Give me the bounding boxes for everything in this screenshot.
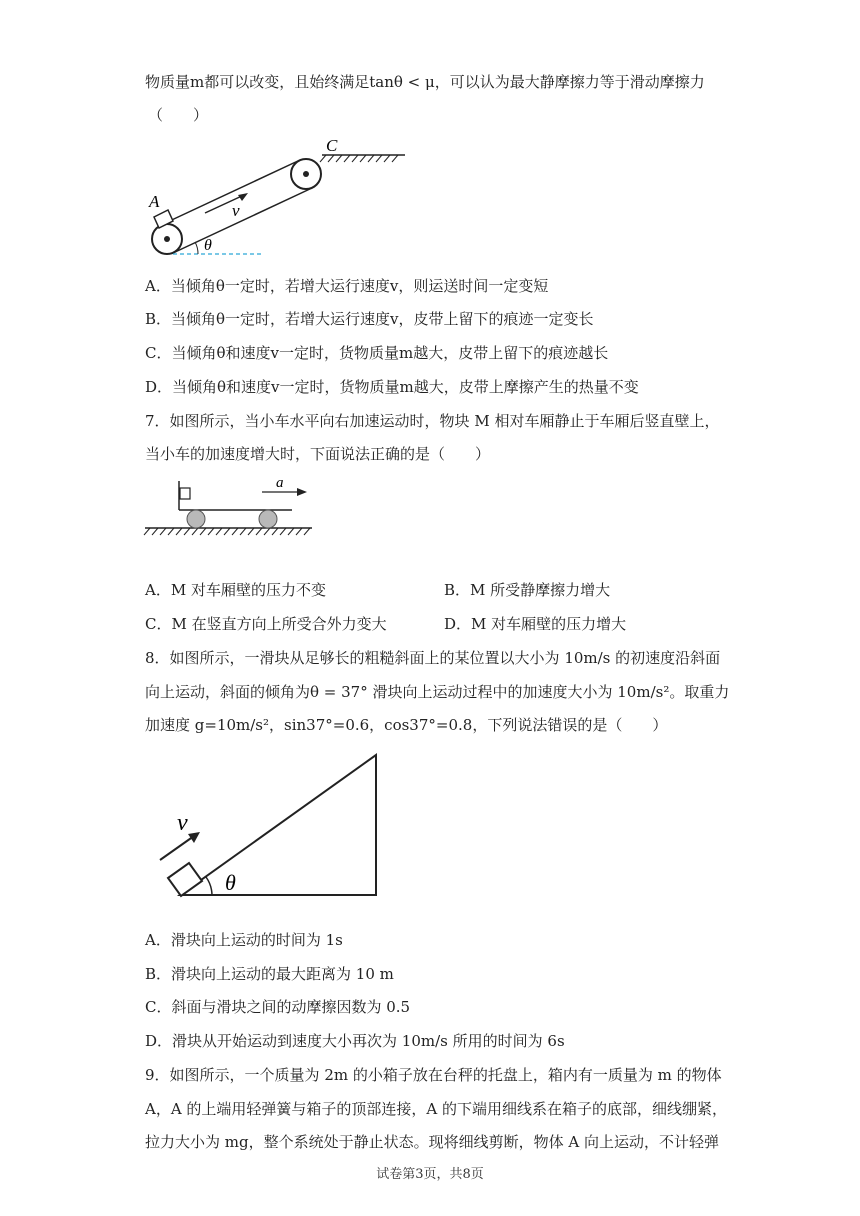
q6-label-c: C [326,136,338,155]
q6-label-v: v [232,201,240,220]
q6-label-a: A [149,192,160,211]
q9-stem-line1: 9．如图所示，一个质量为 2m 的小箱子放在台秤的托盘上，箱内有一质量为 m 的物体 [145,1066,722,1084]
q6-continuation-line: 物质量m都可以改变，且始终满足tanθ < μ，可以认为最大静摩擦力等于滑动摩擦力 [145,73,705,91]
q8-incline-figure [150,750,390,900]
q6-option-d: D．当倾角θ和速度v一定时，货物质量m越大，皮带上摩擦产生的热量不变 [145,378,639,396]
q7-option-c: C．M 在竖直方向上所受合外力变大 [145,615,387,633]
q8-option-d: D．滑块从开始运动到速度大小再次为 10m/s 所用的时间为 6s [145,1032,565,1050]
q8-option-c: C．斜面与滑块之间的动摩擦因数为 0.5 [145,998,411,1016]
page-footer: 试卷第3页，共8页 [376,1167,484,1182]
q7-stem-line1: 7．如图所示，当小车水平向右加速运动时，物块 M 相对车厢静止于车厢后竖直壁上， [145,412,720,430]
q6-conveyor-figure [140,135,420,265]
q6-answer-parenthesis: （ ） [148,106,209,124]
q8-label-theta: θ [225,870,236,895]
q6-label-theta: θ [204,237,212,254]
q7-option-d: D．M 对车厢壁的压力增大 [444,615,627,633]
q6-option-c: C．当倾角θ和速度v一定时，货物质量m越大，皮带上留下的痕迹越长 [145,344,609,362]
q7-label-a: a [276,475,284,491]
q8-option-b: B．滑块向上运动的最大距离为 10 m [145,965,394,983]
q7-option-a: A．M 对车厢壁的压力不变 [145,581,326,599]
q8-label-v: v [177,810,188,836]
q7-cart-figure [140,473,320,543]
q7-stem-line2: 当小车的加速度增大时，下面说法正确的是（ ） [145,445,491,463]
q8-stem-line1: 8．如图所示，一滑块从足够长的粗糙斜面上的某位置以大小为 10m/s 的初速度沿斜面 [145,649,721,667]
q8-option-a: A．滑块向上运动的时间为 1s [145,931,343,949]
q8-stem-line3: 加速度 g=10m/s²，sin37°=0.6，cos37°=0.8，下列说法错误的是（ ） [145,716,668,734]
q9-stem-line3: 拉力大小为 mg，整个系统处于静止状态。现将细线剪断，物体 A 向上运动，不计轻弹 [145,1133,719,1151]
q9-stem-line2: A，A 的上端用轻弹簧与箱子的顶部连接，A 的下端用细线系在箱子的底部，细线绷紧， [145,1100,728,1118]
q7-option-b: B．M 所受静摩擦力增大 [444,581,611,599]
q8-stem-line2: 向上运动，斜面的倾角为θ = 37° 滑块向上运动过程中的加速度大小为 10m/s²。取重力 [145,683,730,701]
q6-option-a: A．当倾角θ一定时，若增大运行速度v，则运送时间一定变短 [145,277,549,295]
q6-option-b: B．当倾角θ一定时，若增大运行速度v，皮带上留下的痕迹一定变长 [145,310,594,328]
